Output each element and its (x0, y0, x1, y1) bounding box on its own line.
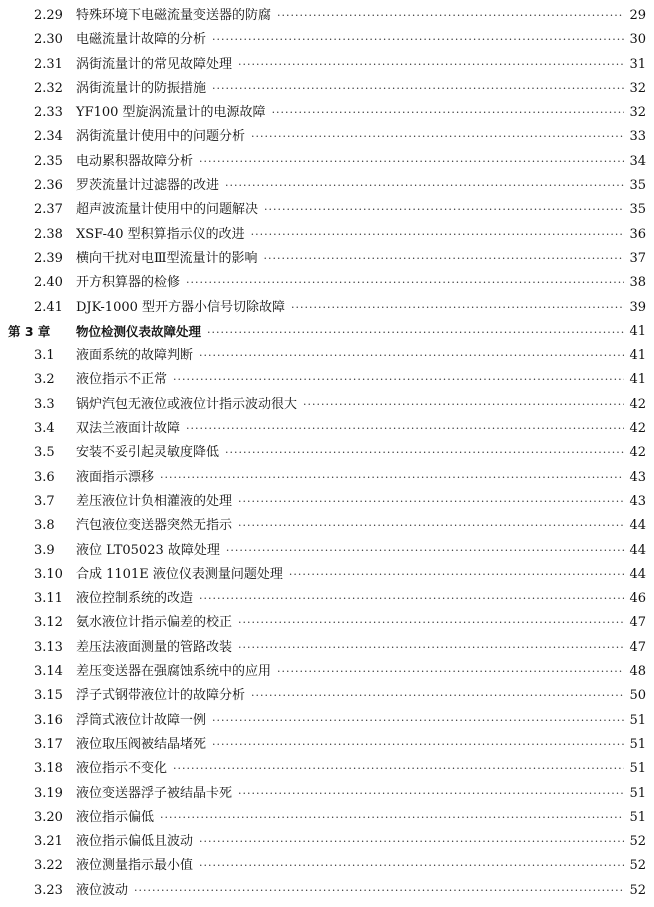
toc-entry-number: 3.23 (34, 882, 63, 898)
toc-entry-number: 3.19 (34, 785, 63, 801)
dot-leader (238, 490, 624, 514)
toc-entry-page-number: 37 (629, 250, 646, 266)
toc-entry-number: 3.16 (34, 712, 63, 728)
toc-entry-page-number: 34 (629, 153, 646, 169)
toc-entry-number: 2.34 (34, 129, 63, 145)
toc-entry[interactable] (0, 271, 654, 295)
toc-entry[interactable] (0, 296, 654, 320)
dot-leader (207, 321, 624, 345)
toc-entry-title-wrap (76, 150, 624, 174)
toc-entry-title-wrap (76, 198, 624, 222)
dot-leader (225, 441, 624, 465)
toc-entry-title: 电动累积器故障分析 (76, 153, 194, 169)
dot-leader (134, 879, 624, 903)
toc-entry[interactable] (0, 77, 654, 101)
toc-entry-page-number: 42 (629, 421, 646, 437)
toc-entry[interactable] (0, 490, 654, 514)
toc-entry-number: 3.18 (34, 761, 63, 777)
toc-entry-title-wrap (76, 563, 624, 587)
toc-entry[interactable] (0, 879, 654, 903)
toc-entry-page-number: 48 (629, 664, 646, 680)
toc-entry[interactable] (0, 587, 654, 611)
toc-entry-number: 3.15 (34, 688, 63, 704)
dot-leader (238, 636, 624, 660)
toc-entry-title: 液位波动 (76, 882, 129, 898)
toc-entry-page-number: 51 (629, 809, 646, 825)
toc-entry-title: 安装不妥引起灵敏度降低 (76, 445, 220, 461)
toc-entry-page-number: 36 (629, 226, 646, 242)
toc-entry-number: 3.10 (34, 566, 63, 582)
toc-entry-page-number: 51 (629, 761, 646, 777)
toc-entry-title: 液位指示偏低且波动 (76, 834, 194, 850)
toc-entry-number: 3.17 (34, 736, 63, 752)
toc-entry-page-number: 52 (629, 834, 646, 850)
dot-leader (186, 417, 624, 441)
dot-leader (264, 247, 624, 271)
toc-entry-page-number: 44 (629, 518, 646, 534)
toc-entry-title-wrap (76, 223, 624, 247)
toc-entry-number: 第 3 章 (8, 323, 51, 339)
toc-entry[interactable] (0, 417, 654, 441)
toc-entry-page-number: 42 (629, 396, 646, 412)
toc-entry-title: 液面指示漂移 (76, 469, 155, 485)
toc-entry-title: 涡街流量计的防振措施 (76, 80, 207, 96)
toc-entry[interactable] (0, 709, 654, 733)
toc-entry-page-number: 35 (629, 178, 646, 194)
toc-entry[interactable] (0, 806, 654, 830)
toc-entry-number: 3.4 (34, 421, 55, 437)
toc-entry-number: 3.12 (34, 615, 63, 631)
toc-entry-number: 2.35 (34, 153, 63, 169)
dot-leader (238, 53, 624, 77)
toc-entry-title-wrap (76, 684, 624, 708)
toc-entry-title-wrap (76, 490, 624, 514)
toc-entry[interactable] (0, 247, 654, 271)
dot-leader (303, 393, 624, 417)
toc-entry-page-number: 35 (629, 202, 646, 218)
dot-leader (199, 587, 624, 611)
dot-leader (277, 660, 624, 684)
toc-entry-number: 3.9 (34, 542, 55, 558)
toc-entry[interactable] (0, 125, 654, 149)
toc-entry[interactable] (0, 150, 654, 174)
toc-entry-title-wrap (76, 660, 624, 684)
toc-entry-page-number: 31 (629, 56, 646, 72)
toc-entry-title-wrap (76, 466, 624, 490)
dot-leader (264, 198, 624, 222)
toc-entry-number: 2.30 (34, 32, 63, 48)
toc-entry-page-number: 43 (629, 469, 646, 485)
toc-entry-title: 液位取压阀被结晶堵死 (76, 736, 207, 752)
dot-leader (212, 709, 624, 733)
dot-leader (186, 271, 624, 295)
toc-entry-title: 罗茨流量计过滤器的改进 (76, 178, 220, 194)
toc-entry-title: YF100 型旋涡流量计的电源故障 (76, 105, 266, 121)
toc-entry-title-wrap (76, 174, 624, 198)
dot-leader (238, 514, 624, 538)
toc-entry-title: 双法兰液面计故障 (76, 421, 181, 437)
toc-entry-page-number: 41 (629, 372, 646, 388)
toc-entry-title: 氨水液位计指示偏差的校正 (76, 615, 233, 631)
dot-leader (212, 28, 624, 52)
toc-entry-page-number: 32 (629, 80, 646, 96)
toc-entry-number: 3.11 (34, 591, 63, 607)
toc-entry-number: 3.5 (34, 445, 55, 461)
toc-entry-number: 2.32 (34, 80, 63, 96)
toc-entry[interactable] (0, 344, 654, 368)
toc-entry[interactable] (0, 53, 654, 77)
toc-entry-page-number: 30 (629, 32, 646, 48)
toc-entry-title: 液位指示不变化 (76, 761, 168, 777)
toc-entry-title-wrap (76, 344, 624, 368)
toc-entry-title-wrap (76, 393, 624, 417)
dot-leader (251, 223, 624, 247)
toc-entry-page-number: 29 (629, 8, 646, 23)
toc-entry-title-wrap (76, 247, 624, 271)
toc-entry-number: 3.3 (34, 396, 55, 412)
toc-entry-title-wrap (76, 806, 624, 830)
toc-entry-number: 2.31 (34, 56, 63, 72)
toc-entry[interactable] (0, 223, 654, 247)
toc-entry-number: 2.36 (34, 178, 63, 194)
toc-entry[interactable] (0, 514, 654, 538)
toc-entry-number: 3.1 (34, 348, 55, 364)
toc-entry[interactable] (0, 636, 654, 660)
dot-leader (277, 4, 624, 28)
toc-entry-number: 3.14 (34, 664, 63, 680)
toc-entry-number: 3.22 (34, 858, 63, 874)
toc-entry-number: 2.37 (34, 202, 63, 218)
toc-entry[interactable] (0, 441, 654, 465)
toc-entry-title-wrap (76, 441, 624, 465)
toc-entry-title: 涡街流量计的常见故障处理 (76, 56, 233, 72)
toc-entry-number: 3.6 (34, 469, 55, 485)
dot-leader (226, 539, 624, 563)
toc-entry-title: 液位指示偏低 (76, 809, 155, 825)
toc-entry-title: 浮子式钢带液位计的故障分析 (76, 688, 246, 704)
toc-entry-title: 液位变送器浮子被结晶卡死 (76, 785, 233, 801)
toc-entry-number: 3.2 (34, 372, 55, 388)
toc-entry-title-wrap (76, 271, 624, 295)
dot-leader (173, 368, 624, 392)
toc-entry-title-wrap (76, 101, 624, 125)
dot-leader (173, 757, 624, 781)
toc-entry-title-wrap (76, 854, 624, 878)
toc-entry[interactable] (0, 563, 654, 587)
toc-entry[interactable] (0, 660, 654, 684)
toc-entry-title: 超声波流量计使用中的问题解决 (76, 202, 259, 218)
dot-leader (238, 611, 624, 635)
dot-leader (199, 854, 624, 878)
dot-leader (160, 466, 624, 490)
toc-entry-title: 电磁流量计故障的分析 (76, 32, 207, 48)
toc-entry-number: 3.21 (34, 834, 63, 850)
toc-entry-page-number: 41 (629, 348, 646, 364)
toc-entry-title-wrap (76, 879, 624, 903)
toc-entry[interactable] (0, 684, 654, 708)
toc-entry-page-number: 44 (629, 566, 646, 582)
toc-entry-title-wrap (76, 587, 624, 611)
toc-entry-number: 3.20 (34, 809, 63, 825)
toc-entry-number: 2.39 (34, 250, 63, 266)
toc-entry-page-number: 52 (629, 858, 646, 874)
toc-entry-title-wrap (76, 709, 624, 733)
toc-entry-title: 汽包液位变送器突然无指示 (76, 518, 233, 534)
toc-entry[interactable] (0, 101, 654, 125)
toc-entry-page-number: 39 (629, 299, 646, 315)
toc-entry-title-wrap (76, 539, 624, 563)
toc-entry-title-wrap (76, 636, 624, 660)
toc-entry-page-number: 50 (629, 688, 646, 704)
toc-entry-page-number: 46 (629, 591, 646, 607)
dot-leader (212, 733, 624, 757)
toc-entry[interactable] (0, 28, 654, 52)
toc-entry-title-wrap (76, 4, 624, 28)
toc-entry[interactable] (0, 757, 654, 781)
toc-entry-title: XSF-40 型积算指示仪的改进 (76, 226, 245, 242)
toc-entry-title: 物位检测仪表故障处理 (76, 323, 202, 339)
toc-entry-title-wrap (76, 733, 624, 757)
toc-entry[interactable] (0, 466, 654, 490)
dot-leader (160, 806, 624, 830)
toc-entry-title: 锅炉汽包无液位或液位计指示波动很大 (76, 396, 298, 412)
toc-entry-page-number: 33 (629, 129, 646, 145)
toc-entry-page-number: 47 (629, 639, 646, 655)
toc-entry-title: 合成 1101E 液位仪表测量问题处理 (76, 566, 283, 582)
toc-entry[interactable] (0, 611, 654, 635)
toc-entry[interactable] (0, 368, 654, 392)
toc-entry-page-number: 51 (629, 785, 646, 801)
dot-leader (238, 782, 624, 806)
toc-entry-number: 3.13 (34, 639, 63, 655)
toc-entry-title: DJK-1000 型开方器小信号切除故障 (76, 299, 286, 315)
toc-entry[interactable] (0, 198, 654, 222)
toc-entry-title: 差压法液面测量的管路改装 (76, 639, 233, 655)
toc-entry-title: 差压液位计负相灌液的处理 (76, 493, 233, 509)
toc-entry-title-wrap (76, 125, 624, 149)
toc-entry-title-wrap (76, 368, 624, 392)
table-of-contents (0, 4, 654, 903)
toc-entry-title: 开方积算器的检修 (76, 275, 181, 291)
toc-entry-page-number: 38 (629, 275, 646, 291)
toc-entry-title: 横向干扰对电Ⅲ型流量计的影响 (76, 250, 258, 266)
toc-entry-title: 特殊环境下电磁流量变送器的防腐 (76, 8, 272, 23)
dot-leader (251, 125, 624, 149)
toc-entry-number: 2.40 (34, 275, 63, 291)
toc-entry-page-number: 43 (629, 493, 646, 509)
dot-leader (199, 344, 624, 368)
toc-entry-title: 液位测量指示最小值 (76, 858, 194, 874)
toc-entry-title: 液位指示不正常 (76, 372, 168, 388)
dot-leader (289, 563, 624, 587)
toc-entry-title: 浮筒式液位计故障一例 (76, 712, 207, 728)
toc-entry-title-wrap (76, 28, 624, 52)
toc-entry-page-number: 32 (629, 105, 646, 121)
toc-chapter-heading[interactable] (0, 320, 654, 344)
toc-entry-page-number: 44 (629, 542, 646, 558)
toc-entry-page-number: 41 (629, 323, 646, 339)
toc-entry-title-wrap (76, 53, 624, 77)
toc-entry[interactable] (0, 174, 654, 198)
dot-leader (251, 684, 624, 708)
toc-entry[interactable] (0, 830, 654, 854)
toc-entry-number: 2.38 (34, 226, 63, 242)
dot-leader (291, 296, 624, 320)
toc-entry-title-wrap (76, 757, 624, 781)
dot-leader (199, 150, 624, 174)
toc-entry[interactable] (0, 539, 654, 563)
toc-entry-title: 液面系统的故障判断 (76, 348, 194, 364)
toc-entry-title-wrap (76, 296, 624, 320)
dot-leader (272, 101, 624, 125)
toc-entry-number: 2.33 (34, 105, 63, 121)
toc-entry-title-wrap (76, 782, 624, 806)
toc-entry-title: 涡街流量计使用中的问题分析 (76, 129, 246, 145)
toc-entry-title-wrap (76, 611, 624, 635)
toc-entry-title-wrap (76, 320, 624, 345)
dot-leader (199, 830, 624, 854)
toc-entry-page-number: 47 (629, 615, 646, 631)
toc-entry-title-wrap (76, 514, 624, 538)
dot-leader (212, 77, 624, 101)
toc-entry-title: 差压变送器在强腐蚀系统中的应用 (76, 664, 272, 680)
toc-entry-page-number: 52 (629, 882, 646, 898)
toc-entry-number: 2.41 (34, 299, 63, 315)
toc-entry-number: 3.8 (34, 518, 55, 534)
toc-entry-number: 2.29 (34, 8, 63, 23)
toc-entry-title: 液位 LT05023 故障处理 (76, 542, 220, 558)
toc-entry-title: 液位控制系统的改造 (76, 591, 194, 607)
toc-entry-title-wrap (76, 417, 624, 441)
toc-entry[interactable] (0, 733, 654, 757)
toc-entry-page-number: 42 (629, 445, 646, 461)
toc-entry-number: 3.7 (34, 493, 55, 509)
toc-entry[interactable] (0, 393, 654, 417)
dot-leader (225, 174, 624, 198)
toc-entry-title-wrap (76, 77, 624, 101)
toc-entry-title-wrap (76, 830, 624, 854)
toc-entry[interactable] (0, 782, 654, 806)
toc-entry-page-number: 51 (629, 736, 646, 752)
toc-entry-page-number: 51 (629, 712, 646, 728)
toc-entry[interactable] (0, 4, 654, 28)
toc-entry[interactable] (0, 854, 654, 878)
